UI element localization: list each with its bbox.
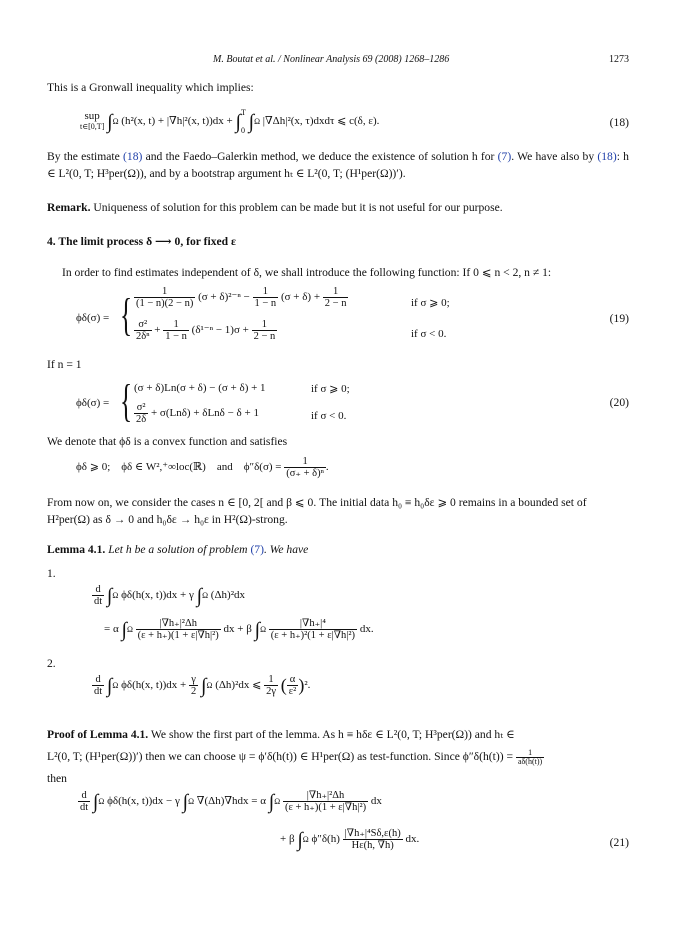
ref-7[interactable]: (7) <box>497 150 512 163</box>
equation-20: ϕδ(σ) = { (σ + δ)Ln(σ + δ) − (σ + δ) + 1 if σ ⩾ 0; $\frac{\text{σ²}}{2\delta}$ + σ(Lnδ) + δLnδ − δ + 1 if σ < 0. <box>76 375 350 426</box>
remark-label: Remark. <box>47 201 91 214</box>
integral-sign: ∫ <box>254 619 261 642</box>
case-row-2: $\frac{\text{σ²}}{\text{2δⁿ}}$ + $\frac{1}{1 - n}$ (δ¹⁻ⁿ − 1)σ + $\frac{1}{2 - n}$ <box>136 319 276 342</box>
item-1-line-1: $\frac{d}{dt}$ ∫Ω ϕδ(h(x, t))dx + γ ∫Ω (Δh)²dx <box>94 584 245 608</box>
ref-18[interactable]: (18) <box>597 150 617 163</box>
equation-convexity: ϕδ ⩾ 0; ϕδ ∈ W²,⁺∞loc(ℝ) and ϕ″δ(σ) = $\frac{1}{\text{(σ₊ + δ)ⁿ}}$ . <box>76 456 329 479</box>
lemma-label: Lemma 4.1. <box>47 543 106 556</box>
integral-sign: ∫ <box>235 111 241 134</box>
integral-sign: ∫ <box>182 791 189 814</box>
phi-delta-lhs: ϕδ(σ) = <box>76 312 110 324</box>
eq18-lhs-b: |∇Δh|²(x, τ)dxdτ ⩽ c(δ, ε). <box>262 115 380 128</box>
paragraph-function-intro: In order to find estimates independent of δ, we shall introduce the following function: If 0 ⩽ n < 2, n ≠ 1: <box>62 266 552 279</box>
item-1-line-2: = α ∫Ω $\frac{\text{|∇h₊|²Δh}}{\text{(ε + h₊)(1 + ε|∇h|²)}}$ dx + β ∫Ω $\frac{\text{|∇h₊|⁴}}{\text{(ε + h₊)²(1 + ε|∇h|²)}}$ dx. <box>104 618 374 642</box>
omega-subscript: Ω <box>112 117 119 127</box>
section-heading: 4. The limit process δ ⟶ 0, for fixed ε <box>47 235 236 248</box>
integral-sign: ∫ <box>106 675 113 698</box>
equation-19 <box>76 284 616 354</box>
upper-limit: T <box>240 108 246 117</box>
lemma-statement: Lemma 4.1. Let h be a solution of problem (7). We have <box>47 543 309 556</box>
left-brace: { <box>120 289 133 340</box>
eq18-lhs-a: (h²(x, t) + |∇h|²(x, t))dx + <box>121 115 233 128</box>
integral-sign: ∫ <box>106 585 113 608</box>
paragraph-initial-data: From now on, we consider the cases n ∈ [0, 2[ and β ⩽ 0. The initial data h₀ ≡ h₀δε ⩾ 0 remains in a bounded set of H²per(Ω) as δ → 0 and h₀δε → h₀ε in H²(Ω)-strong. <box>47 496 587 526</box>
page-number: 1273 <box>609 54 629 65</box>
integral-sign: ∫ <box>107 111 113 134</box>
omega-subscript: Ω <box>254 117 261 127</box>
equation-number-19: (19) <box>609 312 629 325</box>
case-row-2: $\frac{\text{σ²}}{2\delta}$ + σ(Lnδ) + δLnδ − δ + 1 <box>136 402 259 425</box>
sup-operator: sup <box>84 110 100 122</box>
left-brace: { <box>120 375 133 426</box>
integral-sign: ∫ <box>196 585 203 608</box>
ref-7[interactable]: (7) <box>250 543 264 556</box>
integral-sign: ∫ <box>248 111 255 134</box>
equation-21-line-1: $\frac{d}{dt}$ ∫Ω ϕδ(h(x, t))dx − γ ∫Ω ∇(Δh)∇hdx = α ∫Ω $\frac{\text{|∇h₊|²Δh}}{\text{(ε + h₊)(1 + ε|∇h|²)}}$ dx <box>80 790 382 814</box>
proof-label: Proof of Lemma 4.1. <box>47 728 149 741</box>
integral-sign: ∫ <box>121 619 127 642</box>
sup-subscript: t∈[0,T] <box>80 122 105 131</box>
item-2-number: 2. <box>47 657 56 670</box>
proof-paragraph: Proof of Lemma 4.1. We show the first part of the lemma. As h ≡ hδε ∈ L²(0, T; H³per(Ω)) and hₜ ∈ L²(0, T; (H¹per(Ω))′) then we can choose ψ = ϕ′δ(h(t)) ∈ H¹per(Ω) as test-function. Since ϕ″δ(h(t)) = $\frac{1}{a\delta(h(t))}$ then <box>47 728 543 785</box>
equation-18 <box>80 108 379 135</box>
equation-21-line-2: + β ∫Ω ϕ″δ(h) $\frac{\text{|∇h₊|⁴Sδ,ε(h)}}{H\varepsilon(h, \nabla h)}$ dx. <box>280 828 420 852</box>
integral-sign: ∫ <box>297 829 303 852</box>
remark-text: Uniqueness of solution for this problem can be made but it is not useful for our purpose. <box>93 201 503 214</box>
paragraph-gronwall: This is a Gronwall inequality which implies: <box>47 81 254 94</box>
lower-limit: 0 <box>240 126 245 135</box>
item-2-inequality: $\frac{d}{dt}$ ∫Ω ϕδ(h(x, t))dx + $\frac{\gamma}{2}$ ∫Ω (Δh)²dx ⩽ $\frac{1}{2\gamma}$ ( $\frac{\alpha}{\text{ε²}}$ )². <box>94 674 311 698</box>
paragraph-existence: By the estimate (18) and the Faedo–Galerkin method, we deduce the existence of solution h for (7). We have also by (18): h ∈ L²(0, T; H³per(Ω)), and by a bootstrap argument hₜ ∈ L²(0, T; (H¹per(Ω))′). <box>47 150 629 180</box>
paragraph-convex: We denote that ϕδ is a convex function and satisfies <box>47 435 288 448</box>
case-condition-1: if σ ⩾ 0; <box>411 297 450 309</box>
case-condition-2: if σ < 0. <box>311 410 347 422</box>
remark <box>47 200 503 215</box>
case-row-1: $\frac{1}{(1 - n)(2 - n)}$ (σ + δ)²⁻ⁿ − $\frac{1}{1 - n}$ (σ + δ) + $\frac{1}{2 - n}$ <box>136 286 347 309</box>
case-n-equals-1: If n = 1 <box>47 358 82 371</box>
equation-number-20: (20) <box>609 396 629 409</box>
item-1-number: 1. <box>47 567 56 580</box>
equation-number-21: (21) <box>609 836 629 849</box>
integral-sign: ∫ <box>92 791 99 814</box>
case-condition-2: if σ < 0. <box>411 328 447 340</box>
running-header: M. Boutat et al. / Nonlinear Analysis 69 (2008) 1268–1286 <box>213 54 450 65</box>
case-row-1: (σ + δ)Ln(σ + δ) − (σ + δ) + 1 <box>134 382 266 394</box>
integral-sign: ∫ <box>268 791 275 814</box>
case-condition-1: if σ ⩾ 0; <box>311 383 350 395</box>
integral-sign: ∫ <box>201 675 207 698</box>
equation-number-18: (18) <box>609 116 629 129</box>
ref-18[interactable]: (18) <box>123 150 143 163</box>
